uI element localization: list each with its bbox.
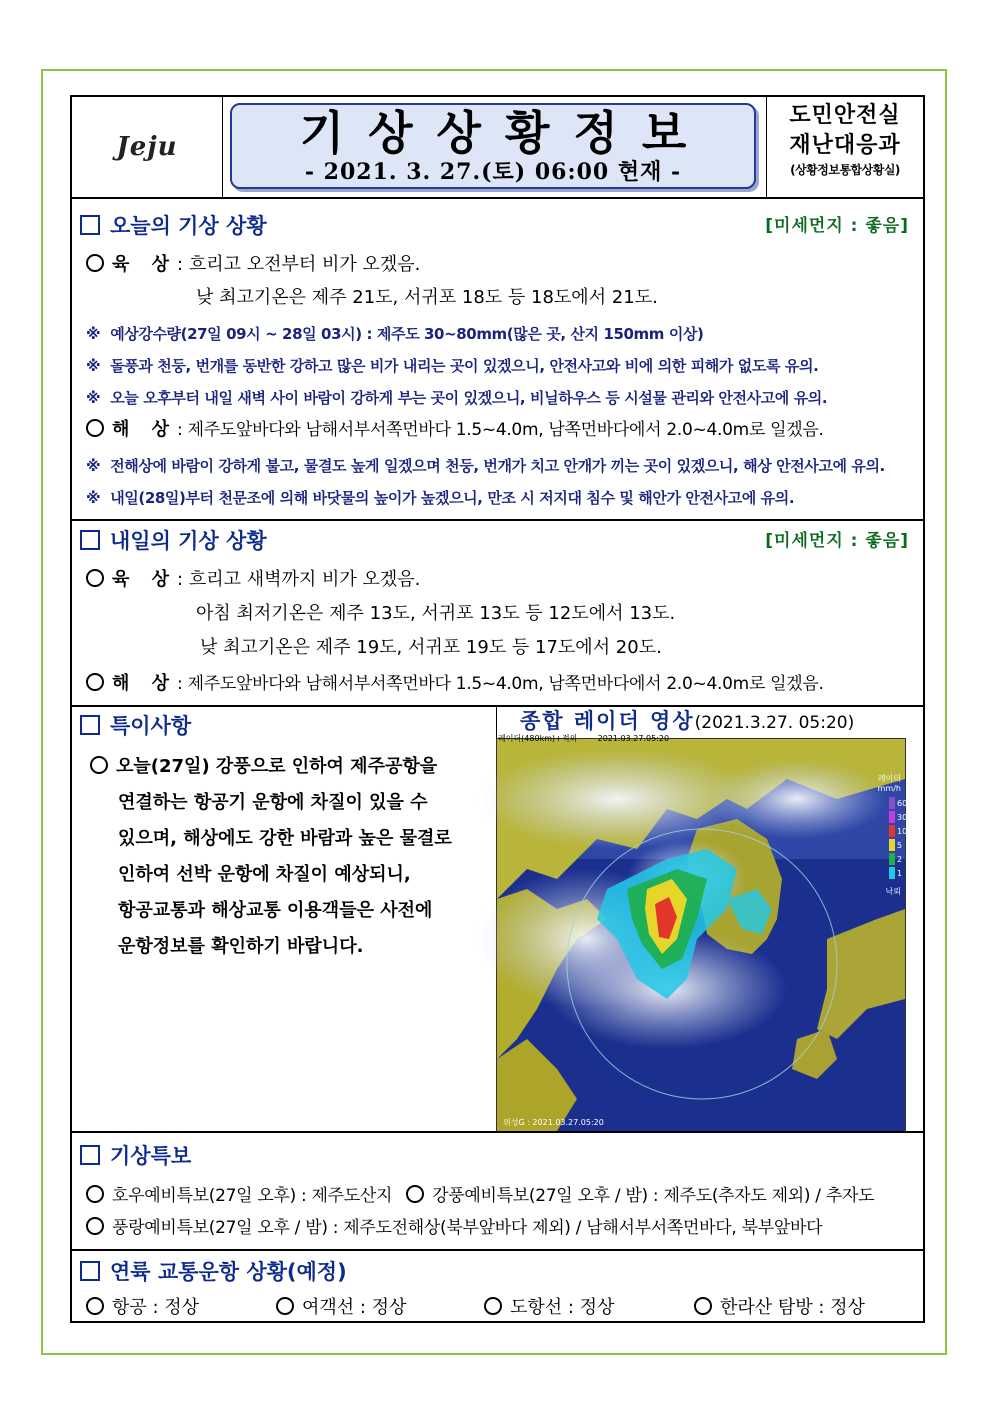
- dept-line1: 도민안전실: [789, 103, 901, 128]
- legend-title: 레이더: [877, 774, 901, 783]
- legend-value: 5: [897, 841, 903, 850]
- legend-swatch: [889, 811, 895, 823]
- legend-value: 1: [897, 869, 903, 878]
- circle-icon: [86, 254, 104, 272]
- radar-image: [496, 738, 906, 1132]
- divider: [72, 1249, 923, 1251]
- circle-icon: [406, 1185, 424, 1203]
- today-title: 오늘의 기상 상황: [80, 213, 267, 239]
- today-dust: [미세먼지 : 좋음]: [765, 216, 909, 236]
- today-land-temp: 낮 최고기온은 제주 21도, 서귀포 18도 등 18도에서 21도.: [196, 287, 658, 308]
- checkbox-icon: [80, 715, 100, 735]
- circle-icon: [86, 673, 104, 691]
- tomorrow-land: 육 상: 흐리고 새벽까지 비가 오겠음.: [86, 567, 420, 593]
- circle-icon: [484, 1297, 502, 1315]
- notice-line: 운항정보를 확인하기 바랍니다.: [118, 936, 364, 957]
- circle-icon: [86, 1217, 104, 1235]
- circle-icon: [86, 1297, 104, 1315]
- circle-icon: [86, 1185, 104, 1203]
- radar-map: [497, 739, 908, 1131]
- warning-wave: 풍랑예비특보(27일 오후 / 밤) : 제주도전해상(북부앞바다 제외) / 남해서부서쪽먼바다, 북부앞바다: [86, 1215, 822, 1241]
- tomorrow-high-temp: 낮 최고기온은 제주 19도, 서귀포 19도 등 17도에서 20도.: [200, 637, 662, 658]
- checkbox-icon: [80, 530, 100, 550]
- checkbox-icon: [80, 1145, 100, 1165]
- special-notice: [86, 749, 494, 965]
- special-title: 특이사항: [80, 713, 191, 739]
- today-note-wind: ※ 오늘 오후부터 내일 새벽 사이 바람이 강하게 부는 곳이 있겠으니, 비닐하우스 등 시설물 관리와 안전사고에 유의.: [86, 389, 828, 407]
- circle-icon: [86, 419, 104, 437]
- circle-icon: [276, 1297, 294, 1315]
- divider: [72, 1131, 923, 1133]
- legend-swatch: [889, 825, 895, 837]
- transport-island: 도항선 : 정상: [484, 1295, 614, 1321]
- warning-rain: 호우예비특보(27일 오후) : 제주도산지 강풍예비특보(27일 오후 / 밤) : 제주도(추자도 제외) / 추자도: [86, 1183, 874, 1209]
- header: [72, 97, 923, 199]
- transport-hallasan: 한라산 탐방 : 정상: [694, 1295, 865, 1321]
- transport-air: 항공 : 정상: [86, 1295, 199, 1321]
- dept-line3: (상황정보통합상황실): [790, 163, 900, 177]
- legend-lightning: 낙뢰: [885, 887, 901, 896]
- notice-line: 있으며, 해상에도 강한 바람과 높은 물결로: [118, 828, 452, 849]
- legend-swatch: [889, 839, 895, 851]
- radar-bottom-label: 위성G : 2021.03.27.05:20: [503, 1118, 604, 1127]
- divider: [72, 519, 923, 521]
- today-note-storm: ※ 돌풍과 천둥, 번개를 동반한 강하고 많은 비가 내리는 곳이 있겠으니, 안전사고와 비에 의한 피해가 없도록 유의.: [86, 357, 819, 375]
- circle-icon: [694, 1297, 712, 1315]
- legend-swatch: [889, 797, 895, 809]
- legend-swatch: [889, 867, 895, 879]
- radar-top-caption: 레이더(480km)+적외 2021.03.27.05:20: [498, 734, 670, 743]
- today-note-rain: ※ 예상강수량(27일 09시 ~ 28일 03시) : 제주도 30~80mm(많은 곳, 산지 150mm 이상): [86, 325, 704, 343]
- legend-value: 30: [897, 813, 908, 822]
- today-note-tide: ※ 내일(28일)부터 천문조에 의해 바닷물의 높이가 높겠으니, 만조 시 저지대 침수 및 해안가 안전사고에 유의.: [86, 489, 795, 507]
- circle-icon: [90, 756, 108, 774]
- jeju-logo: [72, 97, 223, 197]
- logo-text: Jeju: [116, 132, 178, 162]
- legend-value: 2: [897, 855, 903, 864]
- title-box: [230, 103, 756, 189]
- legend-unit: mm/h: [877, 784, 901, 793]
- tomorrow-low-temp: 아침 최저기온은 제주 13도, 서귀포 13도 등 12도에서 13도.: [196, 603, 676, 624]
- circle-icon: [86, 569, 104, 587]
- checkbox-icon: [80, 215, 100, 235]
- notice-line: 인하여 선박 운항에 차질이 예상되니,: [118, 864, 411, 885]
- notice-line: 연결하는 항공기 운항에 차질이 있을 수: [118, 792, 428, 813]
- legend-value: 60: [897, 799, 908, 808]
- today-land: 육 상: 흐리고 오전부터 비가 오겠음.: [86, 252, 420, 278]
- legend-value: 10: [897, 827, 908, 836]
- tomorrow-dust: [미세먼지 : 좋음]: [765, 531, 909, 551]
- transport-ferry: 여객선 : 정상: [276, 1295, 406, 1321]
- weather-report: [70, 95, 925, 1323]
- today-note-sea: ※ 전해상에 바람이 강하게 불고, 물결도 높게 일겠으며 천둥, 번개가 치고 안개가 끼는 곳이 있겠으니, 해상 안전사고에 유의.: [86, 457, 885, 475]
- dept-line2: 재난대응과: [789, 133, 901, 158]
- legend-swatch: [889, 853, 895, 865]
- checkbox-icon: [80, 1261, 100, 1281]
- notice-line: 항공교통과 해상교통 이용객들은 사전에: [118, 900, 433, 921]
- radar-title: 종합 레이더 영상(2021.3.27. 05:20): [520, 709, 855, 733]
- tomorrow-sea: 해 상: 제주도앞바다와 남해서부서쪽먼바다 1.5~4.0m, 남쪽먼바다에서 2.0~4.0m로 일겠음.: [86, 671, 824, 697]
- tomorrow-title: 내일의 기상 상황: [80, 528, 267, 554]
- transport-title: 연륙 교통운항 상황(예정): [80, 1259, 347, 1285]
- warnings-title: 기상특보: [80, 1143, 191, 1169]
- page-title: 기상상황정보: [299, 106, 711, 160]
- department: [766, 97, 923, 197]
- report-date: - 2021. 3. 27.(토) 06:00 현재 -: [304, 159, 682, 185]
- notice-line: 오늘(27일) 강풍으로 인하여 제주공항을: [86, 749, 494, 785]
- today-sea: 해 상: 제주도앞바다와 남해서부서쪽먼바다 1.5~4.0m, 남쪽먼바다에서 2.0~4.0m로 일겠음.: [86, 417, 824, 443]
